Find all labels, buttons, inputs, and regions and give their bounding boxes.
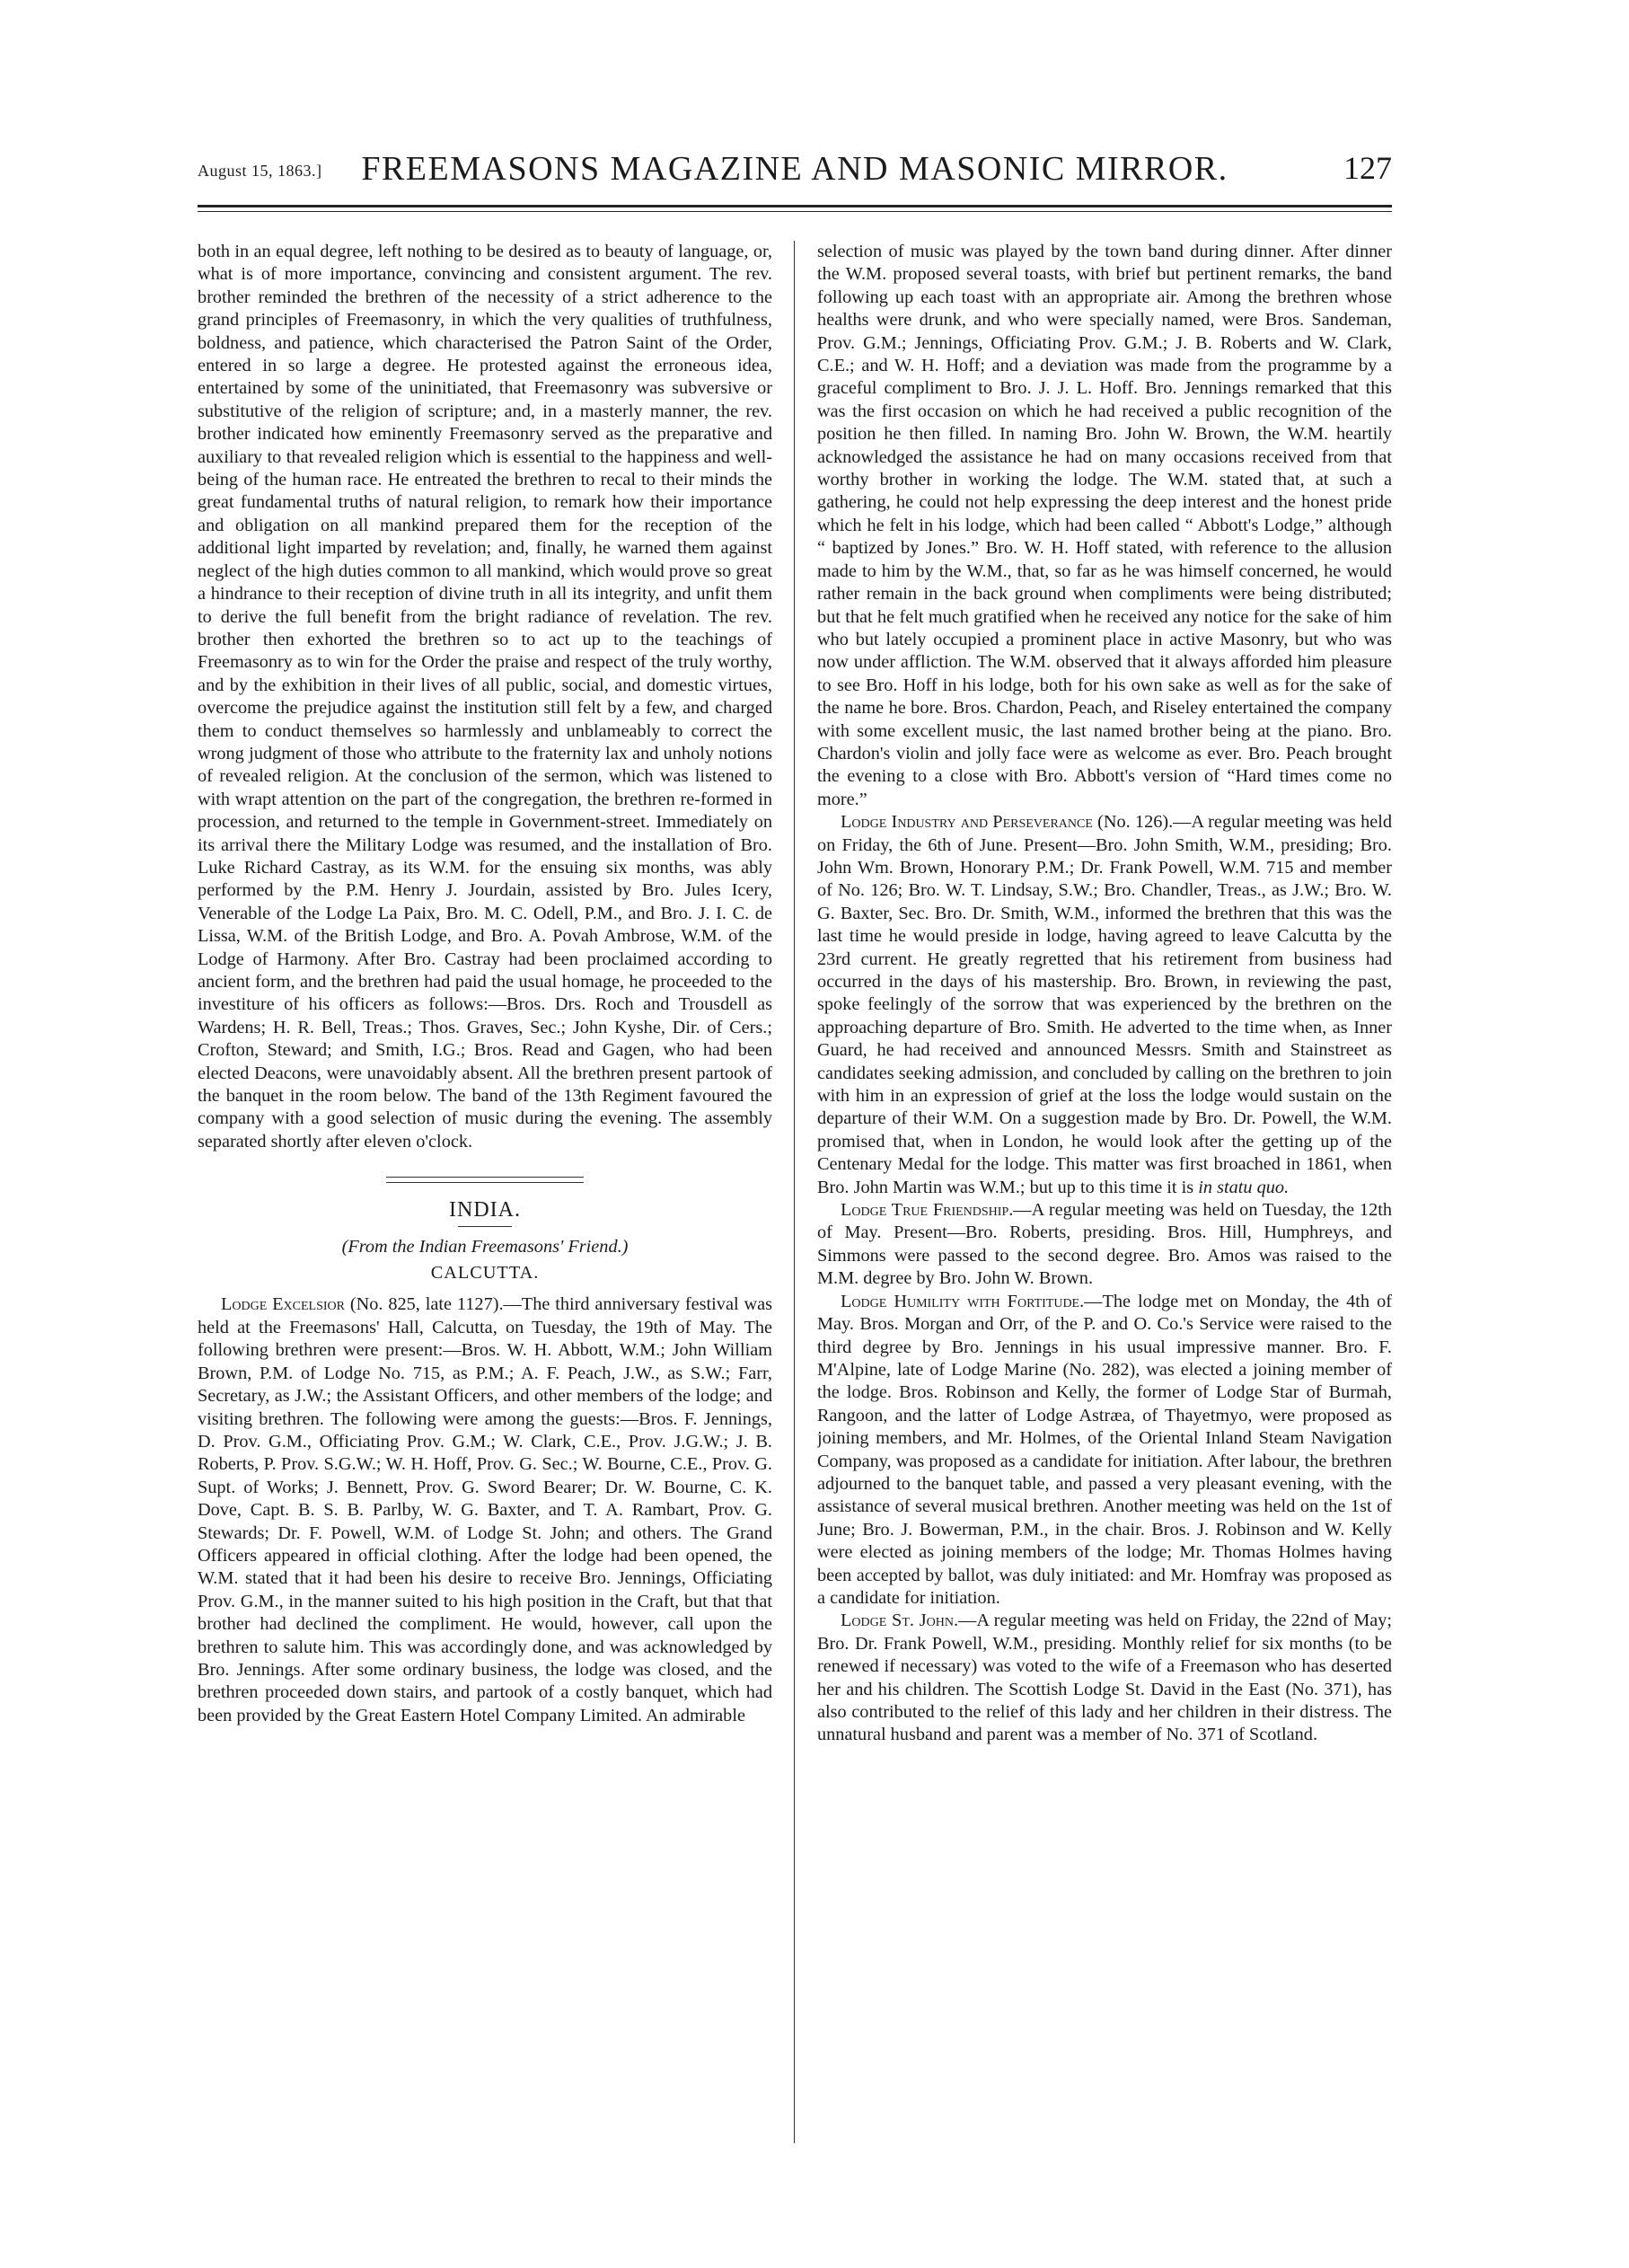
page-number: 127 xyxy=(1343,150,1392,186)
lodge-name: Lodge Industry and Perseverance xyxy=(841,812,1093,833)
article-columns xyxy=(198,241,1392,2143)
report-body: .—A regular meeting was held on Tuesday, the 12th of May. Present—Bro. Roberts, presiding. Bros. Hill, Humphreys, and Simmons were passed to the second degree. Bro. Amos was raised to the M.M. degree by Bro. John W. Brown. xyxy=(817,1200,1392,1289)
report-body: .—A regular meeting was held on Friday, the 22nd of May; Bro. Dr. Frank Powell, W.M., presiding. Monthly relief for six months (to be renewed if necessary) was voted to the wife of a Freemason who has deserted her and his children. The Scottish Lodge St. David in the East (No. 371), has also contributed to the relief of this lady and her children in their distress. The unnatural husband and parent was a member of No. 371 of Scotland. xyxy=(817,1611,1392,1745)
publication-title: FREEMASONS MAGAZINE AND MASONIC MIRROR. xyxy=(361,150,1228,188)
lodge-true-friendship-report xyxy=(817,1199,1392,1291)
lodge-name: Lodge St. John xyxy=(841,1611,954,1631)
masthead xyxy=(198,144,1392,198)
right-column xyxy=(817,241,1392,2143)
column-divider xyxy=(794,241,795,2143)
section-divider xyxy=(386,1177,584,1183)
lodge-name: Lodge True Friendship xyxy=(841,1200,1009,1221)
continued-paragraph: selection of music was played by the town band during dinner. After dinner the W.M. proposed several toasts, with brief but pertinent remarks, the band following up each toast with an appropriate air. Among the brethren whose healths were drunk, and who were specially named, were Bros. Sandeman, Prov. G.M.; Jennings, Officiating Prov. G.M.; J. B. Roberts and W. Clark, C.E.; and W. H. Hoff; and a deviation was made from the programme by a graceful compliment to Bro. J. J. L. Hoff. Bro. Jennings remarked that this was the first occasion on which he had received a public recognition of the position he then filled. In naming Bro. John W. Brown, the W.M. heartily acknowledged the assistance he had on many occasions received from that worthy brother in working the lodge. The W.M. stated that, at such a gathering, he could not help expressing the deep interest and the honest pride which he felt in his lodge, which had been called “ Abbott's Lodge,” although “ baptized by Jones.” Bro. W. H. Hoff stated, with reference to the allusion made to him by the W.M., that, so far as he was himself concerned, he would rather remain in the back ground when compliments were being distributed; but that he felt much gratified when he received any notice for the sake of him who but lately occupied a prominent place in active Masonry, but who was now under affliction. The W.M. observed that it always afforded him pleasure to see Bro. Hoff in his lodge, both for his own sake as well as for the sake of the name he bore. Bros. Chardon, Peach, and Riseley entertained the company with some excellent music, the last named brother being at the piano. Bro. Chardon's violin and jolly face were as welcome as ever. Bro. Peach brought the evening to a close with Bro. Abbott's version of “Hard times come no more.” xyxy=(817,242,1392,809)
continued-paragraph: both in an equal degree, left nothing to be desired as to beauty of language, or, what is of more importance, convincing and consistent argument. The rev. brother reminded the brethren of the necessity of a strict adherence to the grand principles of Freemasonry, in which the very qualities of truthfulness, boldness, and patience, which characterised the Patron Saint of the Order, entered in so large a degree. He protested against the erroneous idea, entertained by some of the uninitiated, that Freemasonry was subversive or substitutive of the religion of scripture; and, in a masterly manner, the rev. brother indicated how eminently Freemasonry served as the preparative and auxiliary to that revealed religion which is essential to the happiness and well-being of the human race. He entreated the brethren to recal to their minds the great fundamental truths of natural religion, to remark how their importance and obligation on all mankind prepared them for the reception of the additional light imparted by revelation; and, finally, he warned them against neglect of the high duties common to all mankind, which would prove so great a hindrance to their reception of divine truth in all its integrity, and unfit them to derive the full benefit from the bright radiance of revelation. The rev. brother then exhorted the brethren so to act up to the teachings of Freemasonry as to win for the Order the praise and respect of the truly worthy, and by the exhibition in their lives of all public, social, and domestic virtues, overcome the prejudice against the institution still felt by a few, and charged them to conduct themselves so harmlessly and unblameably to correct the wrong judgment of those who attribute to the fraternity lax and unholy notions of revealed religion. At the conclusion of the sermon, which was listened to with wrapt attention on the part of the congregation, the brethren re-formed in procession, and returned to the temple in Government-street. Immediately on its arrival there the Military Lodge was resumed, and the installation of Bro. Luke Richard Castray, as its W.M. for the ensuing six months, was ably performed by the P.M. Henry J. Jourdain, assisted by Bro. Jules Icery, Venerable of the Lodge La Paix, Bro. M. C. Odell, P.M., and Bro. J. I. C. de Lissa, W.M. of the British Lodge, and Bro. A. Povah Ambrose, W.M. of the Lodge of Harmony. After Bro. Castray had been proclaimed according to ancient form, and the brethren had paid the usual homage, he proceeded to the investiture of his officers as follows:—Bros. Drs. Roch and Trousdell as Wardens; H. R. Bell, Treas.; Thos. Graves, Sec.; John Kyshe, Dir. of Cers.; Crofton, Steward; and Smith, I.G.; Bros. Read and Gagen, who had been elected Deacons, were unavoidably absent. All the brethren present partook of the banquet in the room below. The band of the 13th Regiment favoured the company with a good selection of music during the evening. The assembly separated shortly after eleven o'clock. xyxy=(198,242,772,1152)
lodge-st-john-report xyxy=(817,1610,1392,1746)
source-credit: (From the Indian Freemasons' Friend.) xyxy=(341,1236,629,1257)
left-column xyxy=(198,241,772,2143)
lodge-industry-report xyxy=(817,811,1392,1199)
report-body: (No. 825, late 1127).—The third anniversary festival was held at the Freemasons' Hall, Calcutta, on Tuesday, the 19th of May. The following brethren were present:—Bros. W. H. Abbott, W.M.; John William Brown, P.M. of Lodge No. 715, as P.M.; A. F. Peach, J.W., as S.W.; Farr, Secretary, as J.W.; the Assistant Officers, and other members of the lodge; and visiting brethren. The following were among the guests:—Bros. F. Jennings, D. Prov. G.M., Officiating Prov. G.M.; W. Clark, C.E., Prov. J.G.W.; J. B. Roberts, P. Prov. S.G.W.; W. H. Hoff, Prov. G. Sec.; W. Bourne, C.E., Prov. G. Supt. of Works; J. Bennett, Prov. G. Sword Bearer; Dr. W. Bourne, C. K. Dove, Capt. B. S. B. Parlby, W. G. Baxter, and T. A. Rambart, Prov. G. Stewards; Dr. F. Powell, W.M. of Lodge St. John; and others. The Grand Officers appeared in official clothing. After the lodge had been opened, the W.M. stated that it had been his desire to receive Bro. Jennings, Officiating Prov. G.M., in the manner suited to his high position in the Craft, but that that brother had declined the compliment. He would, however, call upon the brethren to salute him. This was accordingly done, and was acknowledged by Bro. Jennings. After some ordinary business, the lodge was closed, and the brethren proceeded down stairs, and partook of a costly banquet, which had been provided by the Great Eastern Hotel Company Limited. An admirable xyxy=(198,1294,772,1725)
title-underline xyxy=(458,1226,512,1227)
issue-date: August 15, 1863.] xyxy=(198,162,322,180)
report-body: (No. 126).—A regular meeting was held on Friday, the 6th of June. Present—Bro. John Smith, W.M., presiding; Bro. John Wm. Brown, Honorary P.M.; Dr. Frank Powell, W.M. 715 and member of No. 126; Bro. W. T. Lindsay, S.W.; Bro. Chandler, Treas., as J.W.; Bro. W. G. Baxter, Sec. Bro. Dr. Smith, W.M., informed the brethren that this was the last time he would preside in lodge, having agreed to leave Calcutta by the 23rd current. He greatly regretted that his retirement from business had occurred in the days of his mastership. Bro. Brown, in reviewing the past, spoke feelingly of the sorrow that was experienced by the brethren on the approaching departure of Bro. Smith. He adverted to the time when, as Inner Guard, he had received and announced Messrs. Smith and Stainstreet as candidates seeking admission, and concluded by calling on the brethren to join with him in an expression of grief at the loss the lodge would sustain on the departure of their W.M. On a suggestion made by Bro. Dr. Powell, the W.M. promised that, when in London, he would look after the getting up of the Centenary Medal for the lodge. This matter was first broached in 1861, when Bro. John Martin was W.M.; but up to this time it is xyxy=(817,812,1392,1197)
report-body: .—The lodge met on Monday, the 4th of May. Bros. Morgan and Orr, of the P. and O. Co.'s Service were raised to the third degree by Bro. Jennings in his usual impressive manner. Bro. F. M'Alpine, late of Lodge Marine (No. 282), was elected a joining member of the lodge. Bros. Robinson and Kelly, the former of Lodge Star of Burmah, Rangoon, and the latter of Lodge Astræa, of Thayetmyo, were proposed as joining members, and Mr. Holmes, of the Oriental Inland Steam Navigation Company, was proposed as a candidate for initiation. After labour, the brethren adjourned to the banquet table, and passed a very pleasant evening, with the assistance of several musical brethren. Another meeting was held on the 1st of June; Bro. J. Bowerman, P.M., in the chair. Bros. J. Robinson and W. Kelly were elected as joining members of the lodge; Mr. Thomas Holmes having been accepted by ballot, was duly initiated: and Mr. Homfray was proposed as a candidate for initiation. xyxy=(817,1291,1392,1608)
lodge-name: Lodge Humility with Fortitude xyxy=(841,1291,1080,1311)
place-subheading: CALCUTTA. xyxy=(430,1263,540,1284)
lodge-excelsior-report xyxy=(198,1293,772,1727)
lodge-name: Lodge Excelsior xyxy=(221,1294,345,1315)
lodge-humility-report xyxy=(817,1291,1392,1611)
report-italic-tail: in statu quo. xyxy=(1198,1177,1290,1197)
section-title: INDIA. xyxy=(449,1198,521,1222)
newspaper-page xyxy=(198,144,1392,2147)
header-rule xyxy=(198,205,1392,212)
